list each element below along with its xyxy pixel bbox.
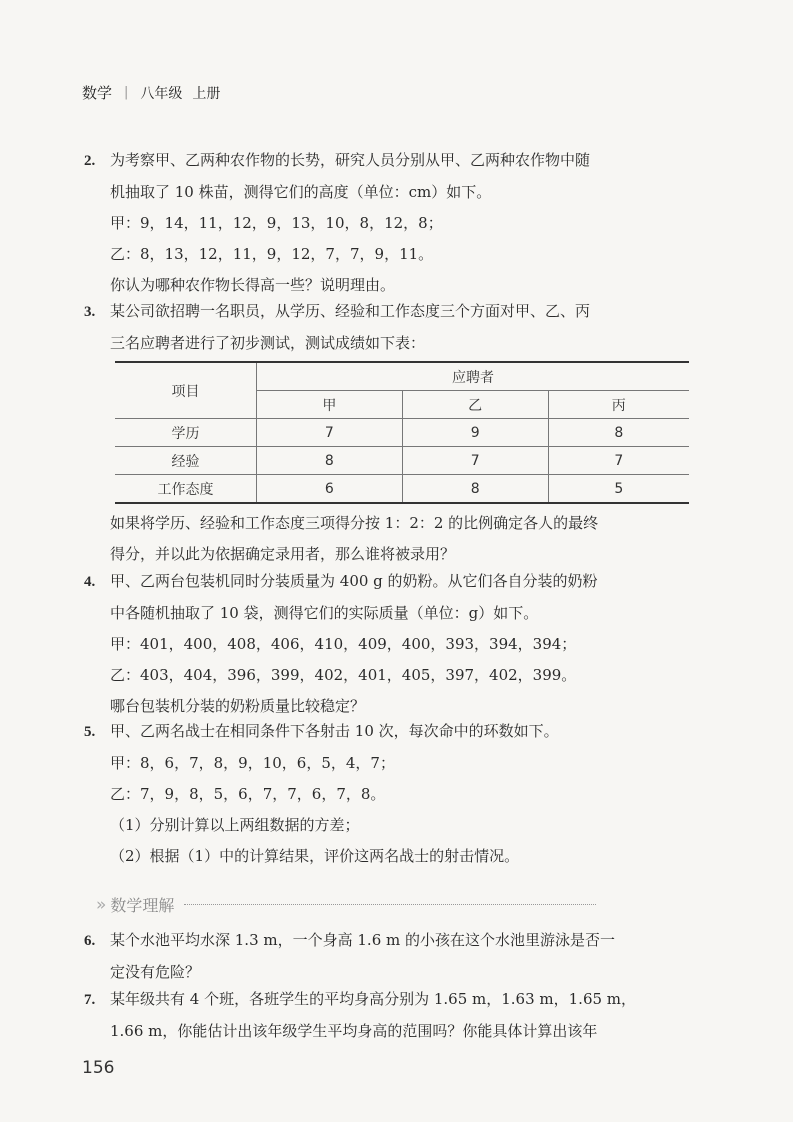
question-text: 某个水池平均水深 1.3 m，一个身高 1.6 m 的小孩在这个水池里游泳是否一 [110,931,616,949]
page-number: 156 [82,1058,115,1078]
question-7 [84,984,704,1047]
score-cell: 8 [257,447,403,475]
subject-label: 数学 [82,84,113,102]
score-cell: 9 [402,419,548,447]
data-row-yi: 乙：8，13，12，11，9，12，7，7，9，11。 [110,245,434,263]
question-2 [84,145,704,301]
section-title: 数学理解 [110,896,175,915]
score-cell: 8 [402,475,548,504]
question-3-continued [84,508,704,570]
question-4 [84,566,704,722]
question-text: 定没有危险？ [110,963,201,981]
data-row-yi: 乙：403，404，396，399，402，401，405，397，402，399。 [110,666,577,684]
question-number: 7. [84,992,96,1008]
candidate-header: 丙 [548,391,689,419]
candidate-header: 乙 [402,391,548,419]
question-text: 1.66 m，你能估计出该年级学生平均身高的范围吗？你能具体计算出该年 [110,1022,598,1040]
data-row-jia: 甲：401，400，408，406，410，409，400，393，394，394； [110,635,577,653]
table-row [115,475,689,504]
question-text: 中各随机抽取了 10 袋，测得它们的实际质量（单位：g）如下。 [110,604,539,622]
question-6 [84,925,704,988]
score-cell: 5 [548,475,689,504]
data-row-jia: 甲：8，6，7，8，9，10，6，5，4，7； [110,754,395,772]
item-header: 项目 [115,362,257,419]
row-label: 学历 [115,419,257,447]
score-cell: 7 [548,447,689,475]
section-heading [96,893,596,916]
row-label: 经验 [115,447,257,475]
score-cell: 6 [257,475,403,504]
question-text: 机抽取了 10 株苗，测得它们的高度（单位：cm）如下。 [110,183,492,201]
table-row [115,447,689,475]
header-separator: | [124,85,129,100]
question-number: 4. [84,574,96,590]
section-divider [184,904,596,905]
question-prompt: 得分，并以此为依据确定录用者，那么谁将被录用？ [110,545,456,563]
score-cell: 8 [548,419,689,447]
page-header [82,82,220,103]
volume-label: 上册 [192,85,221,102]
sub-question-1: （1）分别计算以上两组数据的方差； [110,816,360,834]
score-cell: 7 [257,419,403,447]
question-3 [84,296,704,359]
row-label: 工作态度 [115,475,257,504]
data-row-jia: 甲：9，14，11，12，9，13，10，8，12，8； [110,214,443,232]
question-prompt: 你认为哪种农作物长得高一些？说明理由。 [110,276,396,294]
question-number: 6. [84,933,96,949]
question-5 [84,716,704,872]
question-number: 5. [84,724,96,740]
question-number: 2. [84,153,96,169]
candidate-header: 甲 [257,391,403,419]
question-text: 某公司欲招聘一名职员，从学历、经验和工作态度三个方面对甲、乙、丙 [110,302,591,320]
score-table [115,361,689,504]
question-number: 3. [84,304,96,320]
grade-label: 八年级 [140,85,183,102]
question-text: 三名应聘者进行了初步测试，测试成绩如下表： [110,334,426,352]
question-text: 甲、乙两台包装机同时分装质量为 400 g 的奶粉。从它们各自分装的奶粉 [110,572,598,590]
question-text: 甲、乙两名战士在相同条件下各射击 10 次，每次命中的环数如下。 [110,722,559,740]
score-cell: 7 [402,447,548,475]
question-text: 某年级共有 4 个班，各班学生的平均身高分别为 1.65 m，1.63 m，1.65 m， [110,990,637,1008]
data-row-yi: 乙：7，9，8，5，6，7，7，6，7，8。 [110,785,386,803]
sub-question-2: （2）根据（1）中的计算结果，评价这两名战士的射击情况。 [110,847,520,865]
question-prompt: 哪台包装机分装的奶粉质量比较稳定？ [110,697,366,715]
table-row [115,419,689,447]
question-text: 如果将学历、经验和工作态度三项得分按 1：2：2 的比例确定各人的最终 [110,514,599,532]
chevron-right-icon: » [96,894,107,915]
candidate-group-header: 应聘者 [257,362,690,391]
question-text: 为考察甲、乙两种农作物的长势，研究人员分别从甲、乙两种农作物中随 [110,151,591,169]
